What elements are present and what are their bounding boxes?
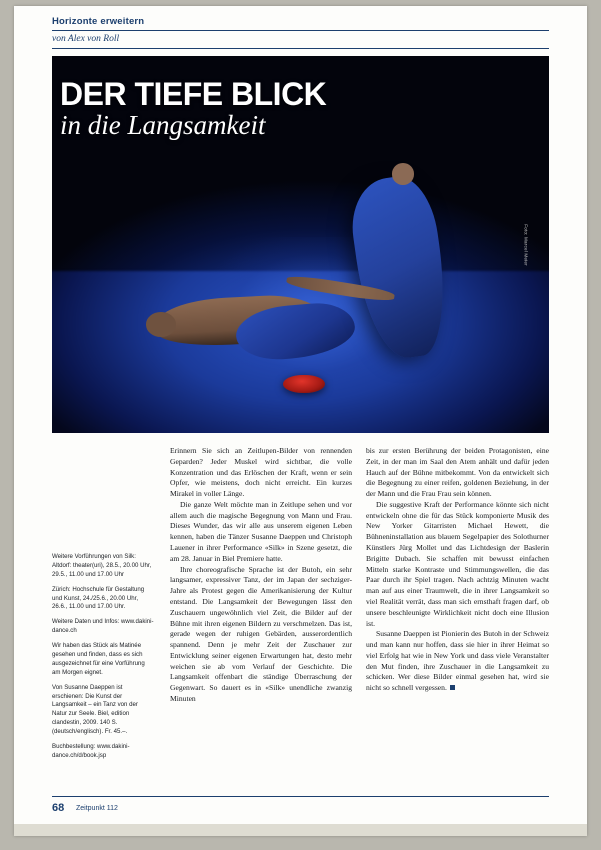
body-paragraph: Erinnern Sie sich an Zeitlupen-Bilder von rennenden Geparden? Jeder Muskel wird sichtbar, die volle Konzentration und das Erlöschen der Kraft, wenn er sein Opfer, wie meistens, doch nicht erreicht. Ein kurzes Mirakel in voller Länge. (170, 446, 352, 499)
article-title-sub: in die Langsamkeit (60, 110, 266, 140)
sidebar-para-1: Zürich: Hochschule für Gestaltung und Kunst, 24./25.6., 20.00 Uhr, 26.6., 11.00 und 17.00 Uhr. (52, 585, 145, 611)
sidebar-para-3: Wir haben das Stück als Matinée gesehen und finden, dass es sich ausgezeichnet für eine Vorführung am Morgen eignet. (52, 642, 145, 676)
photo-credit: Foto: Marcel Meier (523, 223, 529, 266)
sidebar-info-box (52, 553, 154, 767)
body-paragraph: bis zur ersten Berührung der beiden Protagonisten, eine Zeit, in der man im Saal den Atem anhält und dafür jeden Hauch auf der Bühne mitbekommt. Von da entwickelt sich die Begegnung zu einer reifen, goldenen Beziehung, in der der Mann und die Frau Frau sein können. (366, 446, 549, 499)
article-title-main: DER TIEFE BLICK (60, 76, 327, 112)
body-paragraph-text: Susanne Daeppen ist Pionierin des Butoh in der Schweiz und man kann nur hoffen, dass sie hier in ihrer Heimat so viel Erfolg hat wie in New York und dass viele Veranstalter den Mut finden, ihre Zuschauer in die Langsamkeit zu schicken. Wer diese Bilder einmal gesehen hat, wird sie nicht so schnell vergessen. (366, 629, 549, 693)
sidebar-para-5: Buchbestellung: www.dakini-dance.ch/d/book.jsp (52, 743, 130, 759)
body-paragraph: Die suggestive Kraft der Performance könnte sich nicht entwickeln ohne die für das Stück komponierte Musik des New Yorker Gitarristen Michael Hewett, die Bühneninstallation aus blauem Segelpapier des Solothurner Künstlers Jürg Mollet und das Lichtdesign der Baslerin Brigitte Dubach. Sie schaffen mit bewusst einfachen Mitteln starke Kontraste und Stimmungswellen, die das Paar durch ihr Spiel tragen. Nach achtzig Minuten wacht man auf aus einer Traumwelt, die in ihrer Langsamkeit so viel Realität verrät, dass man sich ernsthaft fragen darf, ob unsere beschleunigte Wirklichkeit nicht doch eine Illusion ist. (366, 499, 549, 628)
section-kicker: Horizonte erweitern (52, 16, 145, 27)
author-byline: von Alex von Roll (52, 34, 120, 44)
body-paragraph: Die ganze Welt möchte man in Zeitlupe sehen und vor allem auch die magische Begegnung von Mann und Frau. Dieses Wunder, das wir alle aus unserem eigenen Leben kennen, haben die Tänzer Susanne Daeppen und Christoph Lauener in ihrer Performance «Silk» in Szene gesetzt, die am 28. Januar in Biel Premiere hatte. (170, 499, 352, 563)
body-paragraph: Ihre choreografische Sprache ist der Butoh, ein sehr langsamer, expressiver Tanz, der im Japan der sechziger-Jahre als Protest gegen die Amerikanisierung der Kultur entstand. Die Langsamkeit der Bewegungen lässt den Zuschauern ungewöhnlich viel Zeit, die Bilder auf der Bühne mit ihren eigenen Bildern zu verschmelzen. Das ist, gerade wegen der ruhigen Gebärden, ausserordentlich spannend. Denn je mehr Zeit der Zuschauer zur Entwicklung seiner eigenen Erwartungen hat, desto mehr weichen sie ab vom Verlauf der Geschichte. Die Langsamkeit offenbart die ständige Überraschung der Gegenwart. So dauert es in «Silk» unendliche zwanzig Minuten (170, 564, 352, 703)
magazine-page (14, 6, 587, 836)
publication-label: Zeitpunkt 112 (76, 805, 118, 812)
photo-dancer-kneeling-head (392, 163, 414, 184)
sidebar-para-2: Weitere Daten und Infos: www.dakini-dance.ch (52, 618, 154, 635)
body-column-right (366, 446, 549, 694)
end-mark-icon (450, 685, 455, 690)
header-rule-top (52, 30, 549, 31)
footer-rule (52, 796, 549, 797)
sidebar-para-4: Von Susanne Daeppen ist erschienen: Die Kunst der Langsamkeit – ein Tanz von der Natur zur Seele. Biel, edition clandestin, 2009. 140 S. (deutsch/englisch). Fr. 45.–. (52, 683, 138, 736)
sidebar-para-0: Weitere Vorführungen von Silk: Altdorf: theater(uri), 28.5., 20.00 Uhr, 29.5., 11.00 und 17.00 Uhr (52, 553, 152, 578)
page-bottom-band (14, 824, 587, 836)
photo-dancer-lying-head (146, 312, 176, 337)
body-paragraph-last (366, 629, 549, 694)
header-rule-bottom (52, 48, 549, 49)
page-number: 68 (52, 802, 65, 814)
body-column-left (170, 446, 352, 705)
